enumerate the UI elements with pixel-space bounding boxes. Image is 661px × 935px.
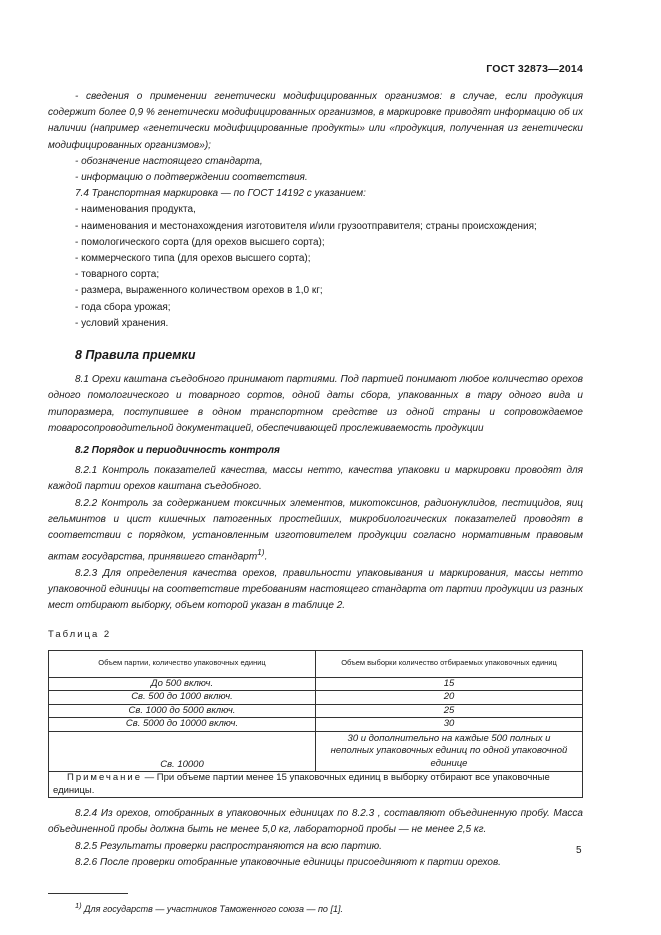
page-content [48,89,583,917]
table-row [49,704,583,718]
sample-cell: 15 [316,677,583,691]
list-item: - наименования продукта, [75,204,196,216]
footnote-text: Для государств — участников Таможенного союза — по [1]. [81,903,343,914]
sample-cell: 30 и дополнительно на каждые 500 полных и неполных упаковочных единиц по одной упаковочной единице [316,731,583,772]
gmo-paragraph: - сведения о применении генетически модифицированных организмов: в случае, если продукция содержит более 0,9 % генетически модифицированных организмов, в маркировке приводят информацию об их наличии (например «генетически модифицированные продукты» или «продукция, полученная из генетически модифицированных организмов»); [48,91,583,151]
footnote-mark: 1) [75,900,82,910]
list-item: - коммерческого типа (для орехов высшего сорта); [75,253,311,265]
lot-cell: Св. 500 до 1000 включ. [49,691,316,705]
lot-cell: Св. 1000 до 5000 включ. [49,704,316,718]
page-number: 5 [576,845,582,856]
document-id: ГОСТ 32873—2014 [486,63,583,75]
note-text: — При объеме партии менее 15 упаковочных единиц в выборку отбирают все упаковочные единицы. [53,772,550,796]
list-item: - помологического сорта (для орехов высшего сорта); [75,236,325,248]
paragraph-8-2-4: 8.2.4 Из орехов, отобранных в упаковочных единицах по 8.2.3 , составляют объединенную пробу. Масса объединенной пробы должна быть не менее 5,0 кг, лабораторной пробы — не менее 2,5 кг. [48,808,583,836]
paragraph-8-2-2: 8.2.2 Контроль за содержанием токсичных элементов, микотоксинов, радионуклидов, пестицидов, яиц гельминтов и цист кишечных патогенных простейших, микробиологических показателей проводят в соответствии с порядком, установленным изготовителем продукции согласно нормативным правовым актам государства, принявшего стандарт$^{1)}$. [48,497,583,563]
footnote [48,898,583,917]
footnote-divider [48,893,128,894]
note-label: Примечание [67,772,142,784]
list-item: - размера, выраженного количеством орехов в 1,0 кг; [75,285,323,297]
col-header-lot: Объем партии, количество упаковочных единиц [49,650,316,677]
lot-cell: До 500 включ. [49,677,316,691]
paragraph-8-1: 8.1 Орехи каштана съедобного принимают партиями. Под партией понимают любое количество орехов одного помологического и товарного сортов, одной даты сбора, упакованных в тару одного вида и типоразмера, поступившее в одном транспортном средстве из одной страны и сопровождаемое товаросопроводительной документацией, обеспечивающей прослеживаемость продукции [48,374,583,434]
subsection-heading: 8.2 Порядок и периодичность контроля [75,445,280,457]
transport-marking-paragraph: 7.4 Транспортная маркировка — по ГОСТ 14192 с указанием: [75,188,366,200]
lot-cell: Св. 5000 до 10000 включ. [49,718,316,732]
list-item: - обозначение настоящего стандарта, [75,155,263,167]
footnote-ref: 1) [257,547,265,558]
list-item: - условий хранения. [75,317,169,329]
sample-cell: 25 [316,704,583,718]
table-row [49,718,583,732]
table-header-row [49,650,583,677]
table-note [49,772,583,798]
list-item: - наименования и местонахождения изготовителя и/или грузоотправителя; страны происхождения; [75,220,537,232]
list-item: - информацию о подтверждении соответствия. [75,172,308,184]
list-item: - года сбора урожая; [75,301,171,313]
lot-cell: Св. 10000 [49,731,316,772]
table-row [49,677,583,691]
sample-size-table [48,650,583,799]
table-caption: Таблица 2 [48,629,112,641]
paragraph-8-2-2-text: 8.2.2 Контроль за содержанием токсичных элементов, микотоксинов, радионуклидов, пестицидов, яиц гельминтов и цист кишечных патогенных простейших, микробиологических показателей проводят в соответствии с порядком, установленным изготовителем продукции согласно нормативным правовым актам государства, принявшего стандарт [48,497,583,563]
transport-list [48,202,583,332]
paragraph-8-2-5: 8.2.5 Результаты проверки распространяются на всю партию. [75,840,382,852]
paragraph-8-2-1: 8.2.1 Контроль показателей качества, массы нетто, качества упаковки и маркировки проводят для каждой партии орехов каштана съедобного. [48,465,583,493]
table-row [49,691,583,705]
marking-list [48,89,583,202]
section-heading: 8 Правила приемки [75,348,196,363]
section-body [48,372,583,614]
sample-cell: 30 [316,718,583,732]
sample-cell: 20 [316,691,583,705]
table-note-row [49,772,583,798]
post-table-body [48,806,583,871]
list-item: - товарного сорта; [75,269,160,281]
paragraph-8-2-6: 8.2.6 После проверки отобранные упаковочные единицы присоединяют к партии орехов. [75,856,501,868]
paragraph-8-2-3: 8.2.3 Для определения качества орехов, правильности упаковывания и маркирования, массы нетто упаковочной единицы на соответствие требованиям настоящего стандарта от партии продукции из разных мест отбирают выборку, объем которой указан в таблице 2. [48,567,583,612]
col-header-sample: Объем выборки количество отбираемых упаковочных единиц [316,650,583,677]
table-row [49,731,583,772]
